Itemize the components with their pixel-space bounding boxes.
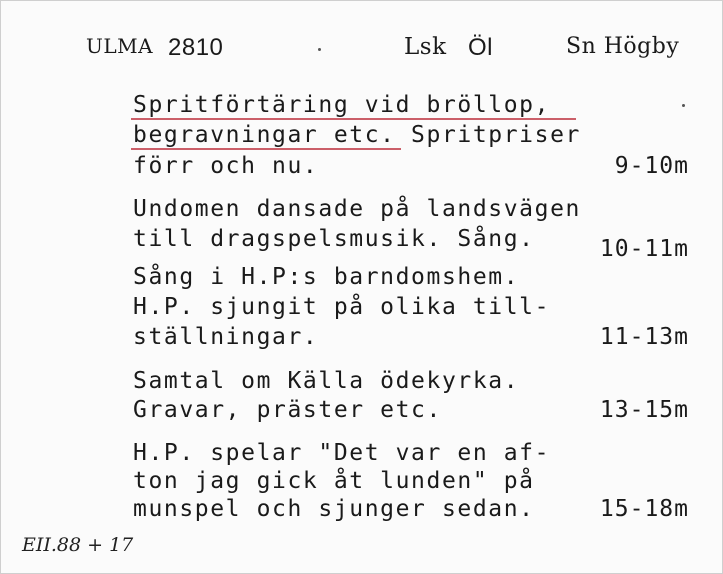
entry-5-line-3: munspel och sjunger sedan. xyxy=(133,496,535,522)
entry-2-time: 10-11m xyxy=(599,236,689,262)
entry-3-line-3: ställningar. xyxy=(133,324,319,350)
entry-4-line-1: Samtal om Källa ödekyrka. xyxy=(133,368,520,394)
ink-speck xyxy=(318,48,321,51)
entry-3-time: 11-13m xyxy=(599,324,689,350)
red-underline xyxy=(131,118,576,120)
entry-4-time: 13-15m xyxy=(599,397,689,423)
entry-3-line-2: H.P. sjungit på olika till- xyxy=(133,294,551,320)
parish-label: Sn Högby xyxy=(566,34,680,59)
record-number: 2810 xyxy=(168,34,224,61)
red-underline xyxy=(131,148,401,150)
entry-2-line-1: Undomen dansade på landsvägen xyxy=(133,196,581,222)
district-label: Lsk xyxy=(404,34,447,60)
shelf-mark: EII.88 + 17 xyxy=(22,534,134,556)
entry-5-time: 15-18m xyxy=(599,496,689,522)
entry-5-line-2: ton jag gick åt lunden" på xyxy=(133,468,535,494)
ink-speck xyxy=(682,104,685,107)
archive-code: ULMA xyxy=(86,34,154,58)
province-label: Öl xyxy=(468,34,493,61)
entry-3-line-1: Sång i H.P:s barndomshem. xyxy=(133,264,520,290)
entry-1-line-1: Spritförtäring vid bröllop, xyxy=(133,92,551,118)
entry-1-line-2: begravningar etc. Spritpriser xyxy=(133,122,581,148)
entry-1-line-3: förr och nu. xyxy=(133,153,319,179)
entry-2-line-2: till dragspelsmusik. Sång. xyxy=(133,226,535,252)
entry-4-line-2: Gravar, präster etc. xyxy=(133,397,442,423)
entry-1-time: 9-10m xyxy=(614,153,689,179)
entry-5-line-1: H.P. spelar "Det var en af- xyxy=(133,440,551,466)
